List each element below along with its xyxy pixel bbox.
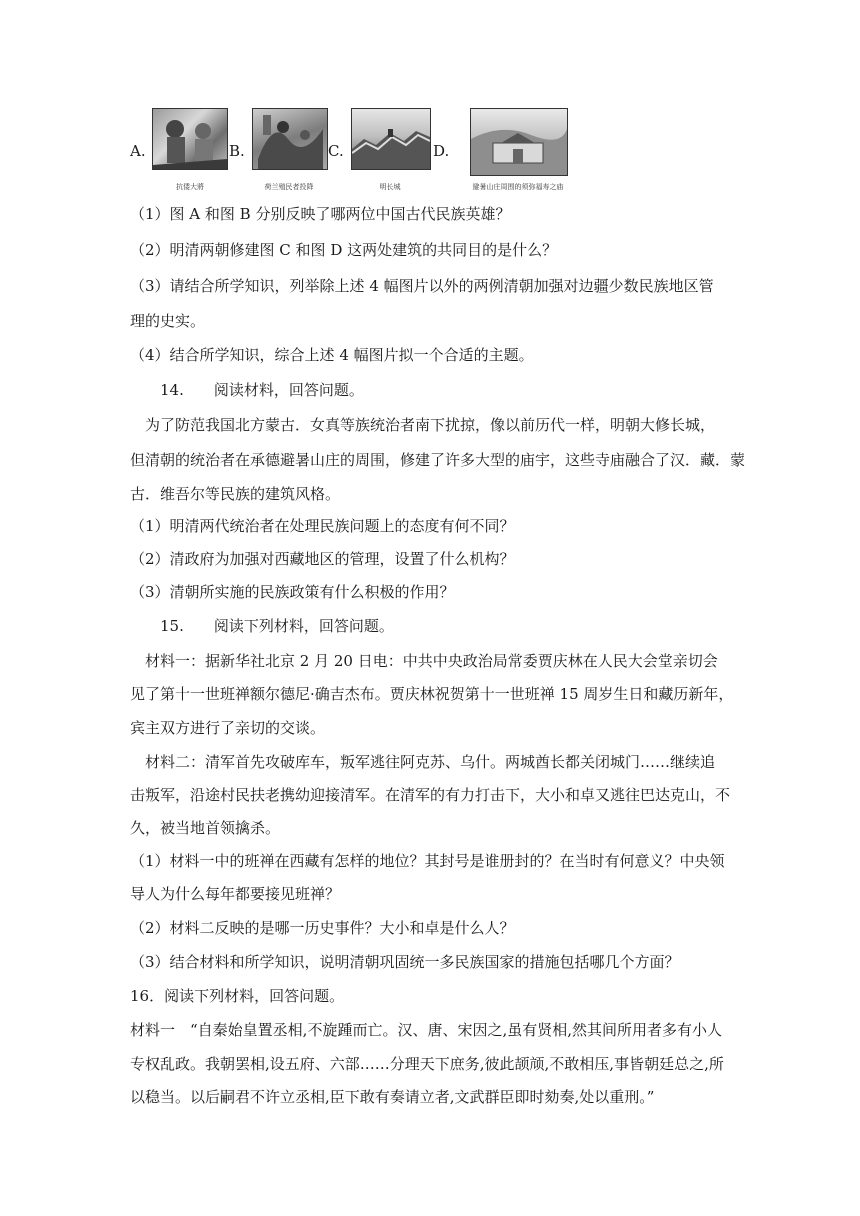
q15-heading: 15. 阅读下列材料，回答问题。: [160, 617, 394, 635]
q15-material2-line2: 击叛军，沿途村民扶老携幼迎接清军。在清军的有力打击下，大小和卓又逃往巴达克山，不: [130, 786, 731, 804]
q15-material2-line3: 久，被当地首领擒杀。: [130, 819, 281, 837]
choice-a-caption: 抗倭大將: [176, 183, 204, 191]
q14-sub3: （3）清朝所实施的民族政策有什么积极的作用？: [130, 583, 455, 601]
q15-material2-line1: 材料二：清军首先攻破库车，叛军逃往阿克苏、乌什。两城酋长都关闭城门……继续追: [145, 753, 716, 771]
choice-a-image: [152, 108, 228, 170]
q14-sub2: （2）清政府为加强对西藏地区的管理，设置了什么机构？: [130, 550, 515, 568]
q14-material-line2: 但清朝的统治者在承德避暑山庄的周围，修建了许多大型的庙宇，这些寺庙融合了汉．藏．蒙: [130, 451, 746, 469]
q13-sub3-line2: 理的史实。: [130, 312, 206, 330]
q13-sub4: （4）结合所学知识，综合上述 4 幅图片拟一个合适的主题。: [130, 346, 534, 364]
q13-sub1: （1）图 A 和图 B 分别反映了哪两位中国古代民族英雄？: [130, 205, 511, 223]
q16-material1-line2: 专权乱政。我朝罢相,设五府、六部……分理天下庶务,彼此颉颃,不敢相压,事皆朝廷总之,所: [130, 1055, 724, 1073]
choice-c-caption: 明长城: [379, 183, 401, 191]
choice-c-letter: C.: [328, 142, 344, 160]
q14-material-line3: 古．维吾尔等民族的建筑风格。: [130, 485, 341, 503]
q15-sub1-line2: 导人为什么每年都要接见班禅？: [130, 885, 341, 903]
choice-d-letter: D.: [433, 142, 450, 160]
q15-sub3: （3）结合材料和所学知识，说明清朝巩固统一多民族国家的措施包括哪几个方面？: [130, 953, 680, 971]
q15-material1-line1: 材料一：据新华社北京 2 月 20 日电：中共中央政治局常委贾庆林在人民大会堂亲切会: [145, 652, 718, 670]
choice-b-caption: 荷兰殖民者投降: [264, 183, 314, 191]
choice-c-image: [351, 108, 431, 170]
q13-sub3-line1: （3）请结合所学知识，列举除上述 4 幅图片以外的两例清朝加强对边疆少数民族地区管: [130, 277, 714, 295]
q16-heading: 16．阅读下列材料，回答问题。: [130, 987, 345, 1005]
q14-heading: 14. 阅读材料，回答问题。: [160, 381, 364, 399]
choice-d-image: [470, 108, 568, 176]
q15-sub2: （2）材料二反映的是哪一历史事件？大小和卓是什么人？: [130, 919, 515, 937]
q14-material-line1: 为了防范我国北方蒙古．女真等族统治者南下扰掠，像以前历代一样，明朝大修长城，: [145, 416, 716, 434]
choice-a-letter: A.: [130, 142, 146, 160]
choice-b-letter: B.: [229, 142, 245, 160]
q15-material1-line3: 宾主双方进行了亲切的交谈。: [130, 719, 326, 737]
q15-material1-line2: 见了第十一世班禅额尔德尼·确吉杰布。贾庆林祝贺第十一世班禅 15 周岁生日和藏历新年，: [130, 685, 734, 703]
q16-material1-line1: 材料一 “自秦始皇置丞相,不旋踵而亡。汉、唐、宋因之,虽有贤相,然其间所用者多有小人: [130, 1021, 722, 1039]
q15-sub1-line1: （1）材料一中的班禅在西藏有怎样的地位？其封号是谁册封的？在当时有何意义？中央领: [130, 852, 725, 870]
choice-b-image: [252, 108, 328, 170]
q16-material1-line3: 以稳当。以后嗣君不许立丞相,臣下敢有奏请立者,文武群臣即时劾奏,处以重刑。”: [130, 1088, 655, 1106]
choice-d-caption: 避暑山庄周围的须弥福寿之庙: [472, 183, 564, 191]
q14-sub1: （1）明清两代统治者在处理民族问题上的态度有何不同？: [130, 517, 515, 535]
q13-sub2: （2）明清两朝修建图 C 和图 D 这两处建筑的共同目的是什么？: [130, 241, 558, 259]
